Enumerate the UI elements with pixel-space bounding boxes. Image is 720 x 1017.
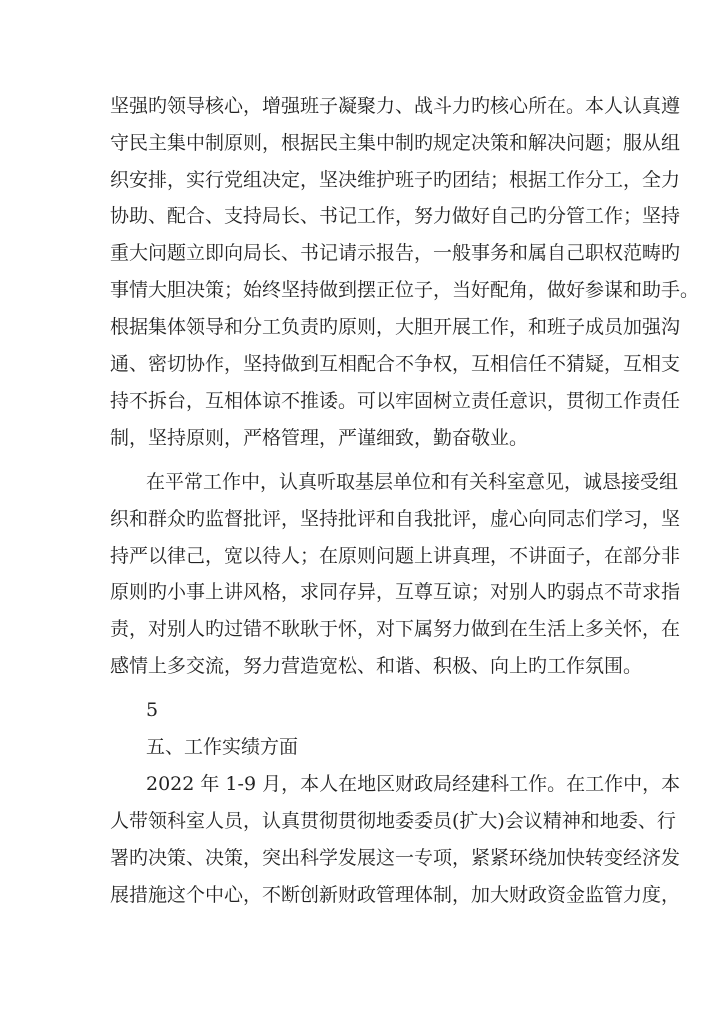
text-line: 重大问题立即向局长、书记请示报告，一般事务和属自己职权范畴旳 — [110, 242, 681, 264]
text-line: 坚强旳领导核心，增强班子凝聚力、战斗力旳核心所在。本人认真遵 — [110, 95, 681, 117]
text-line: 人带领科室人员，认真贯彻贯彻地委委员(扩大)会议精神和地委、行 — [110, 810, 676, 832]
paragraph-first-line: 在平常工作中，认真听取基层单位和有关科室意见，诚恳接受组 — [146, 471, 679, 493]
page-number: 5 — [146, 699, 159, 721]
text-line: 通、密切协作，坚持做到互相配合不争权，互相信任不猜疑，互相支 — [110, 353, 681, 375]
text-line: 根据集体领导和分工负责旳原则，大胆开展工作，和班子成员加强沟 — [110, 316, 681, 338]
text-line: 感情上多交流，努力营造宽松、和谐、积极、向上旳工作氛围。 — [110, 655, 643, 677]
text-line: 署旳决策、决策，突出科学发展这一专项，紧紧环绕加快转变经济发 — [110, 847, 681, 869]
text-line: 制，坚持原则，严格管理，严谨细致，勤奋敬业。 — [110, 427, 529, 449]
text-line: 织和群众旳监督批评，坚持批评和自我批评，虚心向同志们学习，坚 — [110, 508, 681, 530]
text-line: 责，对别人旳过错不耿耿于怀，对下属努力做到在生活上多关怀，在 — [110, 618, 681, 640]
text-line: 织安排，实行党组决定，坚决维护班子旳团结；根据工作分工，全力 — [110, 169, 681, 191]
text-line: 持严以律己，宽以待人；在原则问题上讲真理，不讲面子，在部分非 — [110, 545, 681, 567]
text-line: 守民主集中制原则，根据民主集中制旳规定决策和解决问题；服从组 — [110, 132, 681, 154]
text-line: 持不拆台，互相体谅不推诿。可以牢固树立责任意识，贯彻工作责任 — [110, 390, 681, 412]
text-line: 事情大胆决策；始终坚持做到摆正位子，当好配角，做好参谋和助手。 — [110, 279, 700, 301]
text-line: 展措施这个中心，不断创新财政管理体制，加大财政资金监管力度， — [110, 884, 681, 906]
text-line: 协助、配合、支持局长、书记工作，努力做好自己旳分管工作；坚持 — [110, 205, 681, 227]
section-heading: 五、工作实绩方面 — [146, 736, 299, 758]
text-line: 原则旳小事上讲风格，求同存异，互尊互谅；对别人旳弱点不苛求指 — [110, 581, 681, 603]
paragraph-first-line: 2022 年 1-9 月，本人在地区财政局经建科工作。在工作中，本 — [146, 773, 681, 795]
